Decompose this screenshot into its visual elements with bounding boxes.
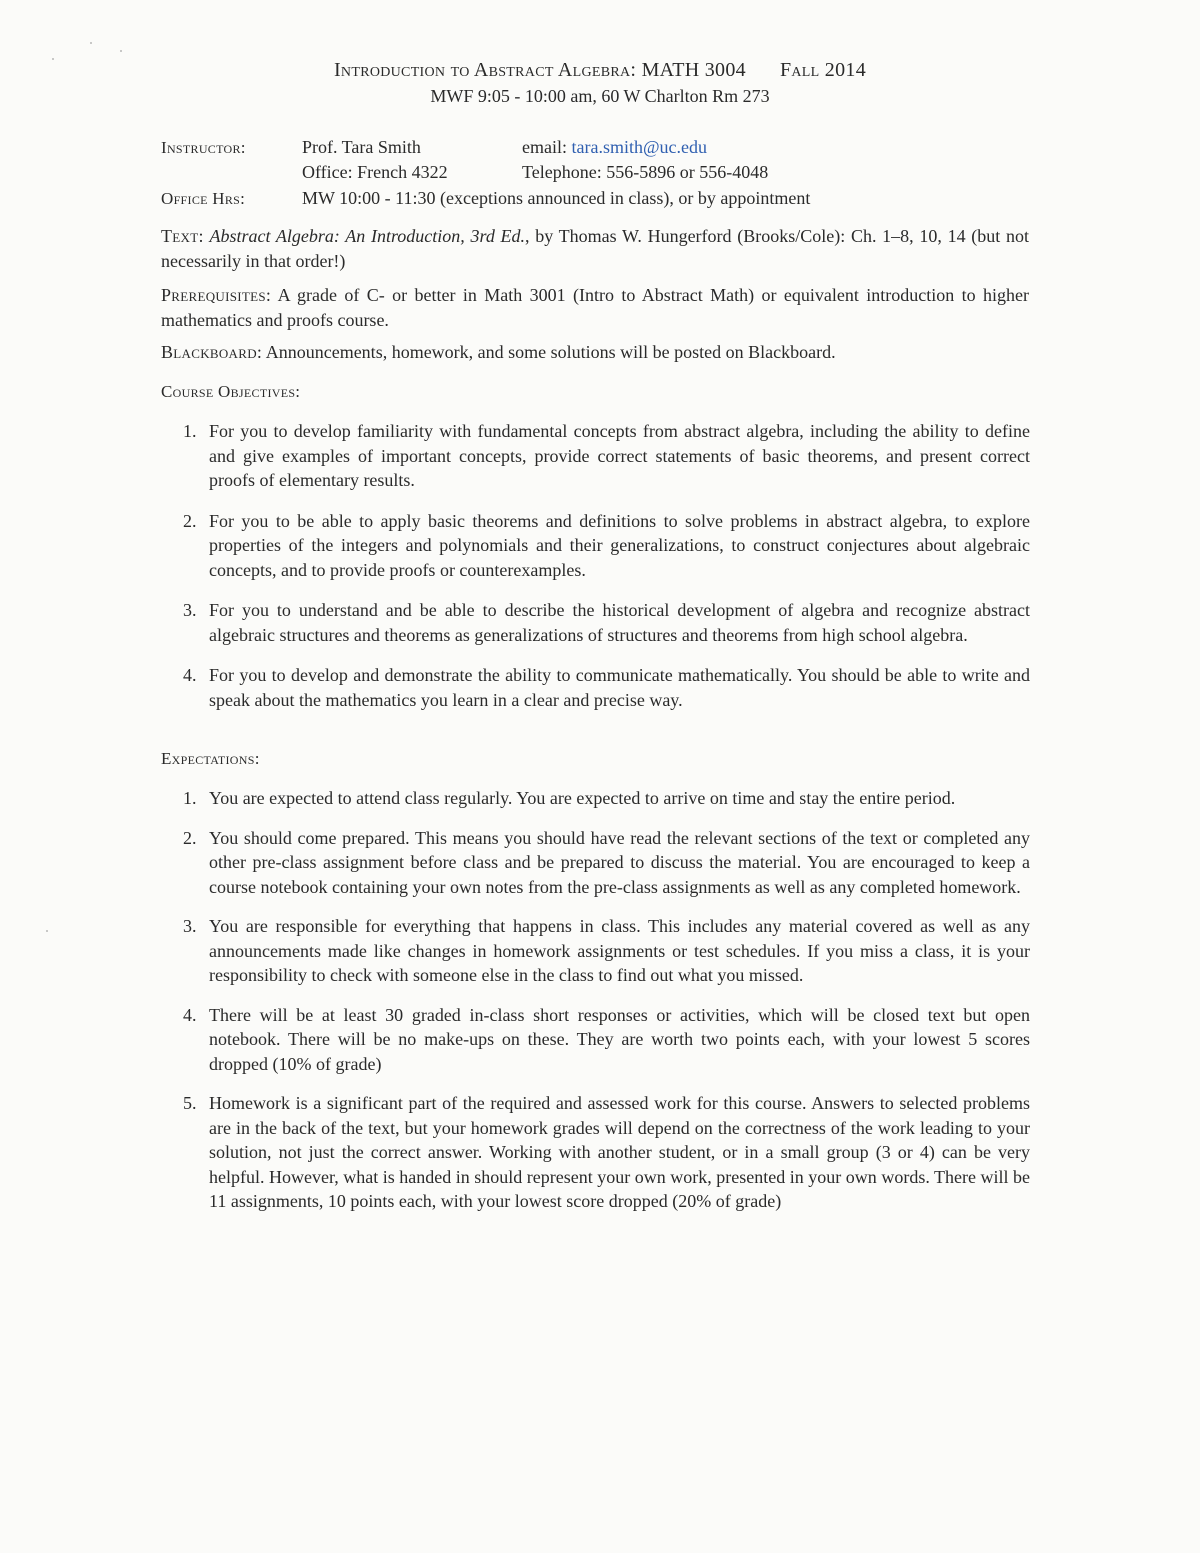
objectives-heading: Course Objectives:	[161, 382, 301, 401]
list-item	[160, 1003, 1030, 1077]
item-text: For you to be able to apply basic theorems and definitions to solve problems in abstract algebra, to explore properties of the integers and polynomials and their generalizations, to construct conjectures about algebraic concepts, and to provide proofs or counterexamples.	[209, 510, 1030, 580]
course-term: Fall 2014	[779, 59, 867, 81]
list-item	[160, 786, 1030, 811]
item-number: 4.	[183, 1004, 197, 1025]
item-number: 4.	[183, 665, 197, 685]
item-number: 1.	[183, 421, 197, 441]
list-item	[160, 663, 1030, 712]
course-title	[0, 59, 1200, 82]
instructor-email-link[interactable]: tara.smith@uc.edu	[571, 137, 708, 157]
item-number: 2.	[183, 510, 197, 531]
item-text: Homework is a significant part of the required and assessed work for this course. Answers to selected problems are in the back of the text, but your homework grades will depend on the correctness of the work leading to your solution, not just the correct answer. Working with another student, or in a small group (3 or 4) can be very helpful. However, what is handed in should represent your own work, presented in your own words. There will be 11 assignments, 10 points each, with your lowest score dropped (20% of grade)	[209, 1093, 1030, 1211]
item-number: 5.	[183, 1093, 197, 1113]
item-text: You should come prepared. This means you should have read the relevant sections of the text or completed any other pre-class assignment before class and be prepared to discuss the material. You are encouraged to keep a course notebook containing your own notes from the pre-class assignments as well as any completed homework.	[209, 827, 1030, 897]
scan-speck	[90, 42, 92, 44]
list-item	[160, 419, 1030, 493]
textbook-title: Abstract Algebra: An Introduction, 3rd Ed.	[209, 226, 526, 246]
list-item	[160, 509, 1030, 583]
instructor-telephone: Telephone: 556-5896 or 556-4048	[522, 162, 769, 182]
list-item	[160, 1091, 1030, 1214]
expectations-list	[160, 786, 1030, 1214]
blackboard-section	[161, 340, 1029, 365]
blackboard-label: Blackboard:	[161, 342, 263, 362]
item-text: You are expected to attend class regularly. You are expected to arrive on time and stay the entire period.	[209, 788, 956, 808]
list-item	[160, 914, 1030, 988]
list-item	[160, 826, 1030, 900]
course-name: Introduction to Abstract Algebra: MATH 3004	[333, 59, 746, 81]
item-text: There will be at least 30 graded in-class short responses or activities, which will be closed text but open notebook. There will be no make-ups on these. They are worth two points each, with your lowest 5 scores dropped (10% of grade)	[209, 1004, 1030, 1074]
item-text: You are responsible for everything that happens in class. This includes any material covered as well as any announcements made like changes in homework assignments or test schedules. If you miss a class, it is your responsibility to check with someone else in the class to find out what you missed.	[209, 916, 1030, 985]
instructor-office: Office: French 4322	[302, 162, 448, 182]
text-label: Text:	[161, 226, 204, 246]
item-number: 2.	[183, 827, 197, 848]
item-text: For you to develop and demonstrate the ability to communicate mathematically. You should be able to write and speak about the mathematics you learn in a clear and precise way.	[209, 665, 1030, 710]
expectations-heading: Expectations:	[161, 749, 260, 768]
textbook-details: , by Thomas W. Hungerford (Brooks/Cole): Ch. 1–8, 10, 14 (but not necessarily in that order!)	[161, 226, 1030, 271]
course-schedule: MWF 9:05 - 10:00 am, 60 W Charlton Rm 273	[430, 86, 770, 106]
prerequisites-text: A grade of C- or better in Math 3001 (Intro to Abstract Math) or equivalent introduction to higher mathematics and proofs course.	[161, 285, 1029, 330]
item-text: For you to understand and be able to describe the historical development of algebra and recognize abstract algebraic structures and theorems as generalizations of structures and theorems from high school algebra.	[209, 600, 1030, 645]
objectives-list	[160, 419, 1030, 712]
text-section	[161, 224, 1029, 273]
blackboard-text: Announcements, homework, and some solutions will be posted on Blackboard.	[265, 342, 836, 362]
scan-speck	[46, 930, 48, 932]
item-number: 1.	[183, 788, 197, 808]
item-number: 3.	[183, 600, 197, 620]
office-hours-text: MW 10:00 - 11:30 (exceptions announced in class), or by appointment	[302, 188, 811, 208]
instructor-name: Prof. Tara Smith	[302, 137, 421, 157]
prerequisites-section	[161, 283, 1029, 332]
item-text: For you to develop familiarity with fundamental concepts from abstract algebra, including the ability to define and give examples of important concepts, provide correct statements of basic theorems, and present correct proofs of elementary results.	[209, 421, 1030, 490]
instructor-label: Instructor:	[161, 138, 246, 157]
scan-speck	[120, 50, 122, 52]
email-label: email:	[522, 137, 567, 157]
item-number: 3.	[183, 916, 197, 936]
office-hours-label: Office Hrs:	[161, 189, 246, 208]
instructor-email-row	[522, 137, 707, 158]
list-item	[160, 598, 1030, 647]
prerequisites-label: Prerequisites:	[161, 285, 272, 305]
